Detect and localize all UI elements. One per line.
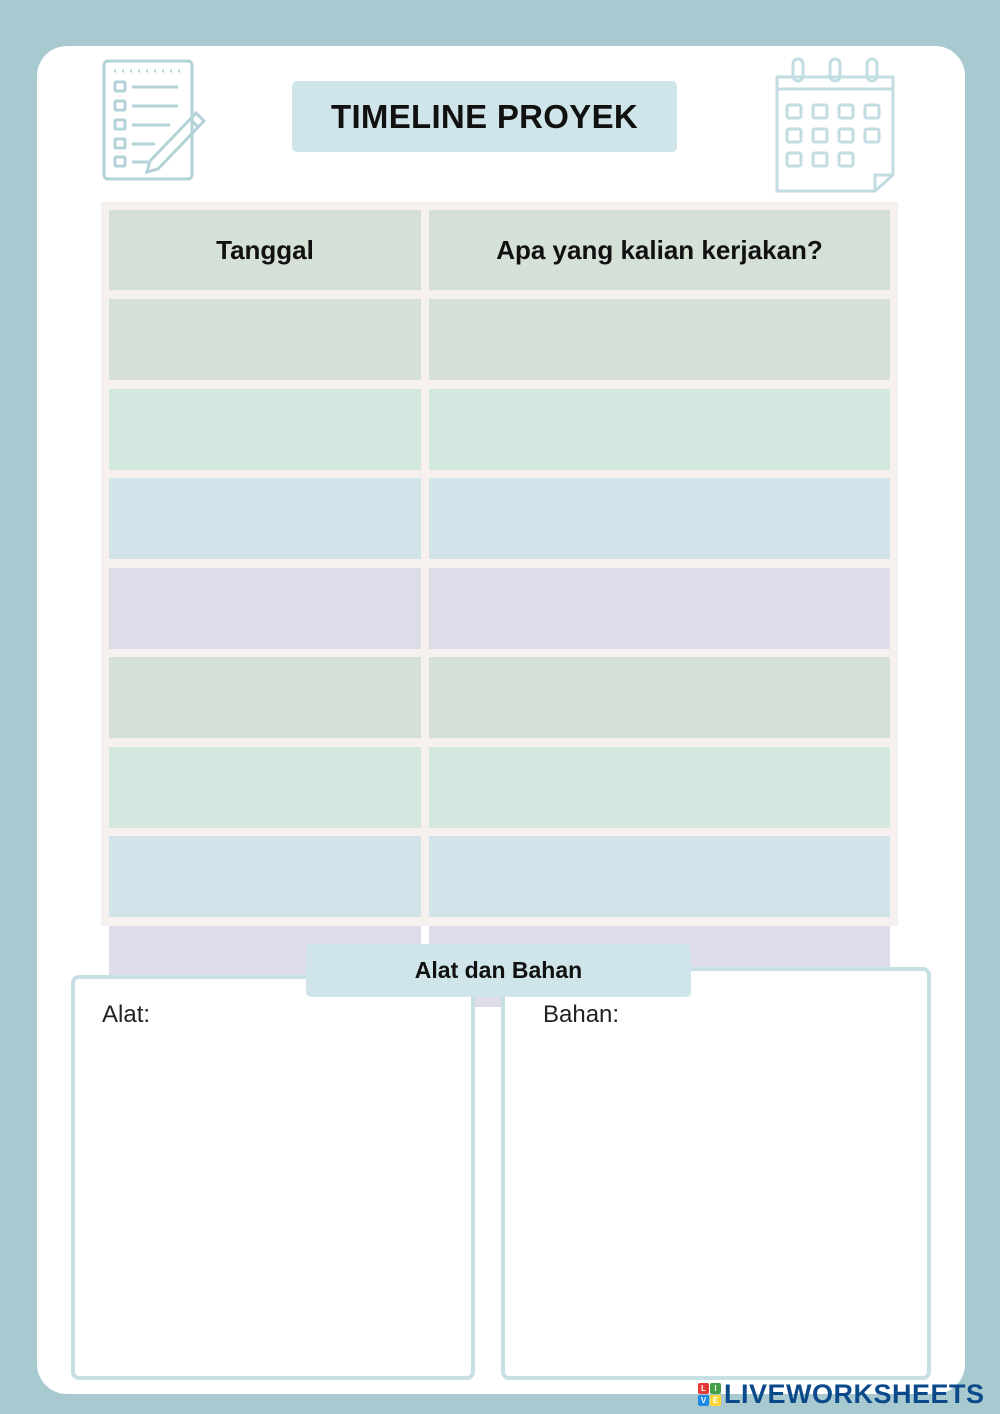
- brand-text: LIVEWORKSHEETS: [724, 1378, 985, 1409]
- date-cell[interactable]: [109, 478, 421, 559]
- header-activity-label: Apa yang kalian kerjakan?: [496, 234, 823, 265]
- page-title: TIMELINE PROYEK: [292, 81, 677, 152]
- activity-cell[interactable]: [429, 299, 890, 380]
- date-cell[interactable]: [109, 568, 421, 649]
- brand-logo-icon: [698, 1383, 721, 1406]
- brand-logo-letter: V: [698, 1395, 709, 1406]
- alat-label: Alat:: [102, 1001, 151, 1028]
- checklist-pencil-icon: [100, 57, 210, 183]
- date-cell[interactable]: [109, 657, 421, 738]
- brand-logo-letter: L: [698, 1383, 709, 1394]
- activity-cell[interactable]: [429, 389, 890, 470]
- date-cell[interactable]: [109, 836, 421, 917]
- activity-cell[interactable]: [429, 657, 890, 738]
- date-cell[interactable]: [109, 299, 421, 380]
- header-tanggal-label: Tanggal: [216, 234, 314, 265]
- alat-box[interactable]: [71, 975, 475, 1380]
- timeline-table: [101, 202, 898, 926]
- brand-logo-letter: I: [710, 1383, 721, 1394]
- date-cell[interactable]: [109, 389, 421, 470]
- bahan-label: Bahan:: [543, 1001, 620, 1028]
- section-title: Alat dan Bahan: [306, 944, 691, 997]
- calendar-icon: [773, 55, 899, 195]
- brand-logo-letter: E: [710, 1395, 721, 1406]
- date-cell[interactable]: [109, 747, 421, 828]
- brand-watermark: [698, 1378, 985, 1410]
- activity-cell[interactable]: [429, 478, 890, 559]
- activity-cell[interactable]: [429, 747, 890, 828]
- bahan-box[interactable]: [501, 967, 931, 1380]
- activity-cell[interactable]: [429, 568, 890, 649]
- activity-cell[interactable]: [429, 836, 890, 917]
- header-tanggal: [109, 210, 421, 290]
- header-activity: [429, 210, 890, 290]
